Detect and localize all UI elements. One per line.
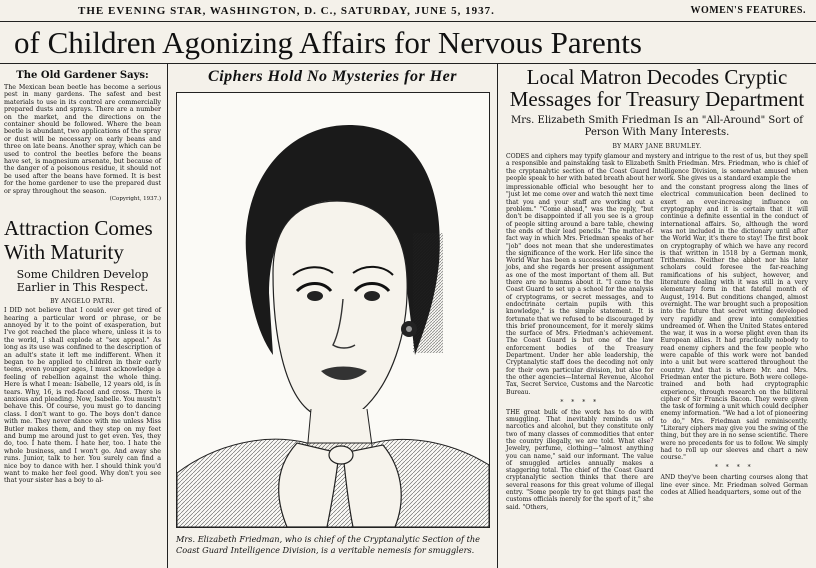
gardener-headline: The Old Gardener Says: [16,70,149,81]
friedman-text-a: impressionable official who besought her to "just let me come over and watch the next time that you and your staff are working out a problem." "Come ahead," was the reply, "but don't be disappointed if all you see is a group of people sitting around a bare table, chewing the ends of their lead pencils." The matter-of-fact way in which Mrs. Friedman speaks of her "job" does not mean that she underestimates the significance of the work. Her life since the World War has been a succession of important jobs, and she regards her present assignment as one of the most important of them all. But there are no humms about it. "I came to the Coast Guard to set up a school for the analysis of cryptograms, or secret messages, and to endoctrinate certain pupils with this knowledge," is the simple statement. It is fortunate that we refused to be discouraged by this brief pronouncement, for it merely skims the surface of Mrs. Friedman's achievement. The Coast Guard is but one of the law enforcement bodies of the Treasury Department. Under her able leadership, the Cryptanalytic staff does the decoding not only for their own particular division, but also for the other agencies—Internal Revenue, Alcohol Tax, Secret Service, Customs and the Narcotic Bureau. [506,184,654,396]
patri-article: I DID not believe that I could ever get tired of hearing a particular word or phrase, or be annoyed by it to the point of exasperation, but I've got reached the place where, unless it is to the world, I shall explode at "sex appeal." As long as its use was confined to the description of an adult's state it left me indifferent. When it began to be applied to children in their early teens, even younger ages, I must acknowledge a feeling of rebellion against the whole thing. Here is what I mean: Isabelle, 12 years old, is in tears. Why, 16, is red-faced and cross. There is anxious and pleading. Now, Isabelle. You mustn't behave this. Of course, you must go to dancing class. I don't want to go. The boys don't dance with me. They never dance with me unless Miss Butler makes them, and they step on my feet and bump me around just to get even. Yes, they do, too. I hate them. I hate her, too. I hate the whole business, and I won't go. And away she runs. Junior, talk to her. You surely can find a nice boy to dance with her. I should think you'd want to make her feel good. Why don't you see that your sister has a boy to al- [4,307,161,485]
section-divider: * * * * [714,464,754,472]
portrait-photo [176,92,490,528]
friedman-deck: Mrs. Elizabeth Smith Friedman Is an "All-Around" Sort of Person With Many Interests. [511,115,803,138]
friedman-text-b: and the constant progress along the lines of electrical communication been declined to exert an ever-increasing influence on cryptography and it is certain that it will continue a definite essential in the conduct of international affairs. So, although the word was not included in the dictionary until after the World War, it's there to stay! The first book on cryptography of which we have any record is that written in 1518 by a German monk, Trithemius. Neither the abbot nor his later scholars could foresee the far-reaching ramifications of his subject, however, and literature dealing with it was still in a very elementary form in that fateful month of August, 1914. But conditions changed, almost overnight. The war brought such a proposition into the future that secret writing developed very rapidly and grew into complexities undreamed of. When the United States entered the war, it was in a worse plight even than its European allies. It had practically nobody to read enemy ciphers and the few people who were capable of this work were not banded into a unit but were scattered throughout the country. And that is where Mr. and Mrs. Friedman enter the picture. Both were college-trained and both had cryptographic experience, through research on the biliteral cipher of Sir Francis Bacon. They were given the task of forming a unit which could decipher enemy information. "We had a lot of pioneering to do," Mrs. Friedman said reminiscently. "Literary ciphers may give you the swing of the thing, but they are in no sense scientific. There were no precedents for us to follow. We simply had to roll up our sleeves and chart a new course." [660,184,808,462]
banner-headline: of Children Agonizing Affairs for Nervous Parents [0,22,816,64]
friedman-columns [506,184,808,513]
friedman-column-a [506,184,654,513]
left-column [0,64,168,568]
masthead [0,0,816,22]
friedman-text-b2: AND they've been charting courses along that line ever since. Mr. Friedman solved German codes at Allied headquarters, some out of the [660,474,808,497]
photo-caption: Mrs. Elizabeth Friedman, who is chief of the Cryptanalytic Section of the Coast Guard Intelligence Division, is a veritable nemesis for smugglers. [176,534,480,555]
patri-deck: Some Children Develop Earlier in This Respect. [16,268,149,295]
gardener-article: The Mexican bean beetle has become a serious pest in many gardens. The safest and best materials to use in its control are commercially prepared dusts and sprays. There are a number on the market, and the directions on the container should be followed. Where the bean beetle is abundant, two applications of the spray or dust will be necessary on early beans and three on late beans. Another spray, which can be used to control the beetles before the beans have set, is magnesium arsenate, but because of the danger of a poisonous residue, it should not be used after the beans have formed. It is best for the home gardener to use the prepared dust or spray throughout the season. [4,84,161,195]
photo-block [168,64,498,568]
gardener-credit: (Copyright, 1937.) [109,196,161,203]
photo-title: Ciphers Hold No Mysteries for Her [208,68,457,85]
patri-headline: Attraction Comes With Maturity [4,216,153,265]
friedman-column-b [661,184,809,513]
section-name: WOMEN'S FEATURES. [690,5,806,16]
portrait-illustration [177,93,489,527]
right-column [498,64,816,568]
section-divider: * * * * [560,398,600,406]
friedman-byline: BY MARY JANE BRUMLEY. [612,143,702,150]
friedman-lead: CODES and ciphers may typify glamour and mystery and intrigue to the rest of us, but they spell a responsible and painstaking task to Elizabeth Smith Friedman. Mrs. Friedman, who is chief of the cryptanalytic section of the Coast Guard Intelligence Division, is somewhat amused when people speak to her with bated breath about her work. She gives us a standard example the [506,153,808,182]
paper-info: THE EVENING STAR, WASHINGTON, D. C., SATURDAY, JUNE 5, 1937. [78,4,495,17]
patri-byline: BY ANGELO PATRI. [50,298,115,306]
friedman-headline: Local Matron Decodes Cryptic Messages for Treasury Department [509,65,805,111]
friedman-text-a2: THE great bulk of the work has to do with smuggling. That inevitably reminds us of narcotics and alcohol, but they constitute only two of many classes of commodities that enter the country illegally, we are told. What else? Jewelry, perfume, clothing—"almost anything you can name," said our informant. The value of smuggled articles annually makes a staggering total. The chief of the Coast Guard cryptanalytic section thinks that there are several reasons for this great volume of illegal entry. "Some people try to get things past the customs officials merely for the sport of it," she said. "Others, [506,408,654,511]
